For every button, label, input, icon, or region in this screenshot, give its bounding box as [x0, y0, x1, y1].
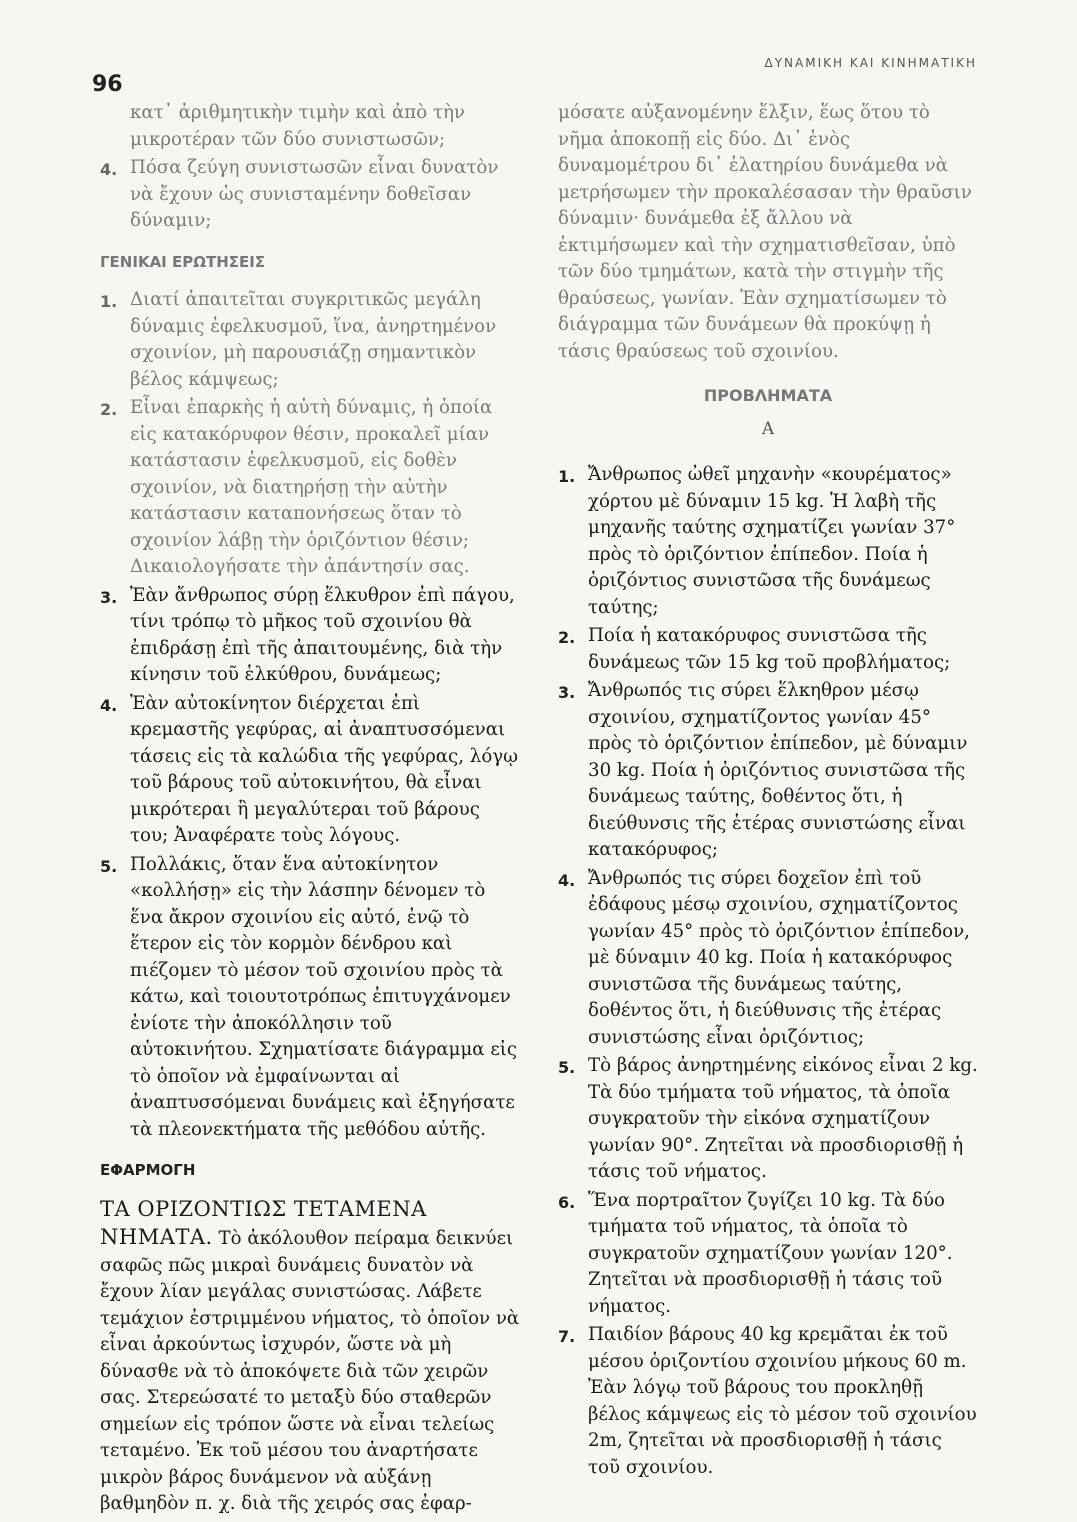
problem-number: 5.	[558, 1058, 576, 1077]
question-text: Ἐὰν ἄνθρωπος σύρῃ ἕλκυθρον ἐπὶ πάγου, τίνι τρόπῳ τὸ μῆκος τοῦ σχοινίου θὰ ἐπιδράσῃ ἐπὶ τῆς ἀπαιτουμένης, διὰ τὴν κίνησιν τοῦ ἑλκύθρου, δυνάμεως;	[130, 584, 515, 685]
general-question-3	[100, 583, 520, 689]
right-column	[558, 100, 978, 1483]
problem-text: Ἕνα πορτραῖτον ζυγίζει 10 kg. Τὰ δύο τμήματα τοῦ νήματος, τὰ ὁποῖα τὸ συγκρατοῦν σχηματίζουν γωνίαν 120°. Ζητεῖται νὰ προσδιορισθῇ ἡ τάσις τοῦ νήματος.	[588, 1189, 953, 1317]
problem-4	[558, 866, 978, 1052]
problem-1	[558, 462, 978, 621]
problems-heading: ΠΡΟΒΛΗΜΑΤΑ	[703, 386, 833, 405]
problem-number: 4.	[558, 870, 576, 890]
problem-7	[558, 1322, 978, 1481]
problem-number: 3.	[558, 683, 576, 702]
problem-number: 7.	[558, 1327, 576, 1346]
application-lead: ΤΑ ΟΡΙΖΟΝΤΙΩΣ ΤΕΤΑΜΕΝΑ ΝΗΜΑΤΑ.	[100, 1196, 427, 1249]
problem-5	[558, 1053, 978, 1186]
application-heading: ΕΦΑΡΜΟΓΗ	[100, 1161, 196, 1179]
intro-question	[100, 155, 520, 235]
general-questions-heading: ΓΕΝΙΚΑΙ ΕΡΩΤΗΣΕΙΣ	[100, 252, 266, 271]
general-question-2	[100, 395, 520, 581]
question-number: 5.	[100, 856, 118, 876]
question-number: 2.	[100, 400, 118, 419]
question-text: Εἶναι ἐπαρκὴς ἡ αὐτὴ δύναμις, ἡ ὁποία εἰς κατακόρυφον θέσιν, προκαλεῖ μίαν κατάστασιν ἐφελκυσμοῦ, εἰς δοθὲν σχοινίον, νὰ διατηρήσῃ τὴν αὐτὴν κατάστασιν καταπονήσεως ὅταν τὸ σχοινίον λάβῃ τὴν ὁριζόντιον θέσιν; Δικαιολογήσατε τὴν ἀπάντησίν σας.	[130, 397, 493, 577]
application-text: Τὸ ἀκόλουθον πείραμα δεικνύει σαφῶς πῶς μικραὶ δυνάμεις δυνατὸν νὰ ἔχουν λίαν μεγάλας συνιστώσας. Λάβετε τεμάχιον ἐστριμμένου νήματος, τὸ ὁποῖον νὰ εἶναι ἀρκούντως ἰσχυρόν, ὥστε νὰ μὴ δύνασθε νὰ τὸ ἀποκόψετε διὰ τῶν χειρῶν σας. Στερεώσατέ το μεταξὺ δύο σταθερῶν σημείων εἰς τρόπον ὥστε νὰ εἶναι τελείως τεταμένο. Ἐκ τοῦ μέσου του ἀναρτήσατε μικρὸν βάρος δυνάμενον νὰ αὐξάνῃ βαθμηδὸν π. χ. διὰ τῆς χειρός σας ἐφαρ-	[100, 1228, 520, 1514]
problems-subheading: Α	[761, 418, 775, 439]
general-question-5	[100, 852, 520, 1144]
question-number: 4.	[100, 695, 118, 715]
problem-number: 6.	[558, 1192, 576, 1212]
problem-text: Τὸ βάρος ἀνηρτημένης εἰκόνος εἶναι 2 kg. Τὰ δύο τμήματα τοῦ νήματος, τὰ ὁποῖα συγκρατοῦν τὴν εἰκόνα σχηματίζουν γωνίαν 90°. Ζητεῖται νὰ προσδιορισθῇ ἡ τάσις τοῦ νήματος.	[588, 1055, 978, 1182]
problem-text: Παιδίον βάρους 40 kg κρεμᾶται ἐκ τοῦ μέσου ὁριζοντίου σχοινίου μήκους 60 m. Ἐὰν λόγῳ τοῦ βάρους του προκληθῇ βέλος κάμψεως εἰς τὸ μέσον τοῦ σχοινίου 2m, ζητεῖται νὰ προσδιορισθῇ ἡ τάσις τοῦ σχοινίου.	[588, 1324, 977, 1478]
problem-text: Ποία ἡ κατακόρυφος συνιστῶσα τῆς δυνάμεως τῶν 15 kg τοῦ προβλήματος;	[588, 625, 951, 673]
problem-text: Ἄνθρωπος ὠθεῖ μηχανὴν «κουρέματος» χόρτου μὲ δύναμιν 15 kg. Ἡ λαβὴ τῆς μηχανῆς ταύτης σχηματίζει γωνίαν 37° πρὸς τὸ ὁριζόντιον ἐπίπεδον. Ποία ἡ ὁριζόντιος συνιστῶσα τῆς δυνάμεως ταύτης;	[588, 464, 956, 618]
left-column	[100, 100, 520, 1522]
problem-6	[558, 1188, 978, 1321]
right-continuation: μόσατε αὐξανομένην ἕλξιν, ἕως ὅτου τὸ νῆμα ἀποκοπῇ εἰς δύο. Δι᾽ ἑνὸς δυναμομέτρου δι᾽ ἐλατηρίου δυνάμεθα νὰ μετρήσωμεν τὴν προκαλέσασαν τὴν θραῦσιν δύναμιν· δυνάμεθα ἐξ ἄλλου νὰ ἐκτιμήσωμεν καὶ τὴν σχηματισθεῖσαν, ὑπὸ τῶν δύο τμημάτων, κατὰ τὴν στιγμὴν τῆς θραύσεως, γωνίαν. Ἐὰν σχηματίσωμεν τὸ διάγραμμα τῶν δυνάμεων θὰ προκύψῃ ἡ τάσις θραύσεως τοῦ σχοινίου.	[558, 102, 972, 362]
problem-text: Ἄνθρωπός τις σύρει δοχεῖον ἐπὶ τοῦ ἐδάφους μέσῳ σχοινίου, σχηματίζοντος γωνίαν 45° πρὸς τὸ ὁριζόντιον ἐπίπεδον, μὲ δύναμιν 40 kg. Ποία ἡ κατακόρυφος συνιστῶσα τῆς δυνάμεως ταύτης, δοθέντος ὅτι, ἡ διεύθυνσις τῆς ἑτέρας συνιστώσης εἶναι ὁριζόντιος;	[588, 867, 970, 1048]
question-text: Διατί ἀπαιτεῖται συγκριτικῶς μεγάλη δύναμις ἐφελκυσμοῦ, ἵνα, ἀνηρτημένον σχοινίον, μὴ παρουσιάζῃ σημαντικὸν βέλος κάμψεως;	[130, 289, 497, 390]
question-number: 3.	[100, 587, 118, 607]
problem-3	[558, 678, 978, 864]
question-text: Πολλάκις, ὅταν ἕνα αὐτοκίνητον «κολλήσῃ» εἰς τὴν λάσπην δένομεν τὸ ἕνα ἄκρον σχοινίου εἰς αὐτό, ἐνῷ τὸ ἕτερον εἰς τὸν κορμὸν δένδρου καὶ πιέζομεν τὸ μέσον τοῦ σχοινίου πρὸς τὰ κάτω, καὶ τοιουτοτρόπως ἐπιτυγχάνομεν ἐνίοτε τὴν ἀποκόλλησιν τοῦ αὐτοκινήτου. Σχηματίσατε διάγραμμα εἰς τὸ ὁποῖον νὰ ἐμφαίνωνται αἱ ἀναπτυσσόμεναι δυνάμεις καὶ ἐξηγήσατε τὰ πλεονεκτήματα τῆς μεθόδου αὐτῆς.	[130, 853, 518, 1140]
problem-text: Ἄνθρωπός τις σύρει ἕλκηθρον μέσῳ σχοινίου, σχηματίζοντος γωνίαν 45° πρὸς τὸ ὁριζόντιον ἐπίπεδον, μὲ δύναμιν 30 kg. Ποία ἡ ὁριζόντιος συνιστῶσα τῆς δυνάμεως ταύτης, δοθέντος ὅτι, ἡ διεύθυνσις τῆς ἑτέρας συνιστώσης εἶναι κατακόρυφος;	[588, 680, 968, 860]
problem-2	[558, 623, 978, 676]
general-question-4	[100, 691, 520, 850]
question-number: 4.	[100, 160, 118, 179]
application-paragraph	[100, 1196, 520, 1518]
general-question-1	[100, 287, 520, 393]
question-number: 1.	[100, 292, 118, 311]
page-number: 96	[92, 72, 123, 97]
question-text: Ἐὰν αὐτοκίνητον διέρχεται ἐπὶ κρεμαστῆς γεφύρας, αἱ ἀναπτυσσόμεναι τάσεις εἰς τὰ καλώδια τῆς γεφύρας, λόγῳ τοῦ βάρους τοῦ αὐτοκινήτου, θὰ εἶναι μικρότεραι ἢ μεγαλύτεραι τοῦ βάρους του; Ἀναφέρατε τοὺς λόγους.	[130, 692, 518, 846]
problem-number: 2.	[558, 628, 576, 647]
question-text: Πόσα ζεύγη συνιστωσῶν εἶναι δυνατὸν νὰ ἔχουν ὡς συνισταμένην δοθεῖσαν δύναμιν;	[130, 157, 499, 231]
intro-fragment: κατ᾽ ἀριθμητικὴν τιμὴν καὶ ἀπὸ τὴν μικροτέραν τῶν δύο συνιστωσῶν;	[130, 102, 465, 150]
running-header: ΔΥΝΑΜΙΚΗ ΚΑΙ ΚΙΝΗΜΑΤΙΚΗ	[764, 56, 977, 70]
problem-number: 1.	[558, 467, 576, 486]
